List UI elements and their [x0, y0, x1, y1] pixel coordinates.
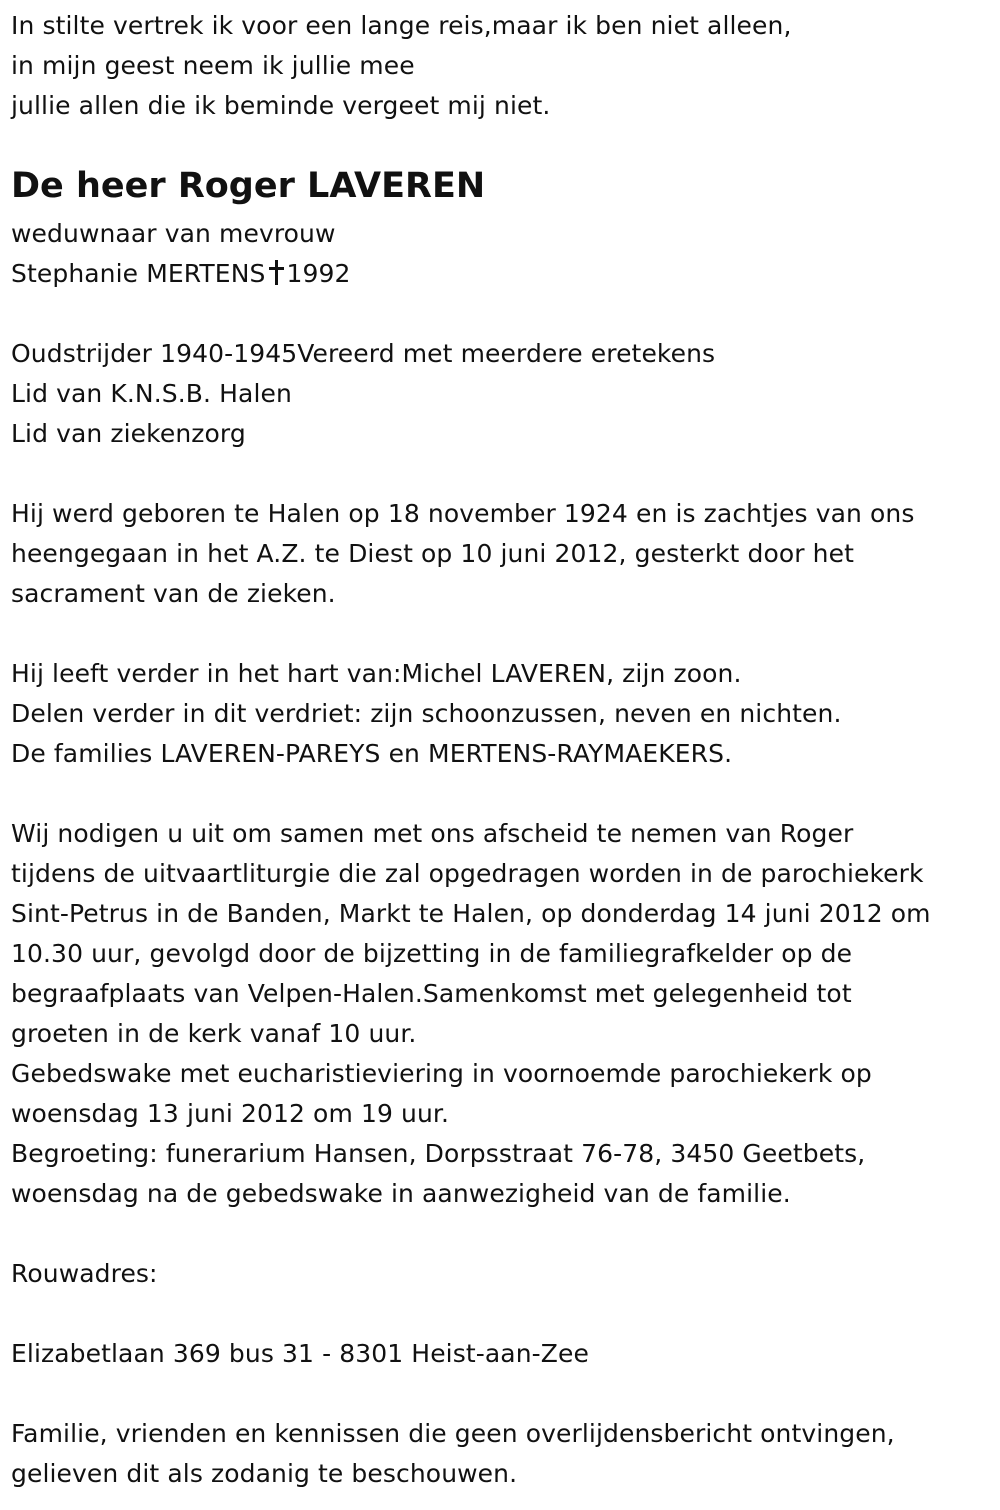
- funeral-line-9: Begroeting: funerarium Hansen, Dorpsstraat 76-78, 3450 Geetbets,: [11, 1139, 866, 1168]
- birth-death-line-2: heengegaan in het A.Z. te Diest op 10 juni 2012, gesterkt door het: [11, 539, 855, 568]
- spouse-name-line: [11, 254, 351, 294]
- funeral-line-3: Sint-Petrus in de Banden, Markt te Halen, op donderdag 14 juni 2012 om: [11, 899, 931, 928]
- membership-line-1: Oudstrijder 1940-1945Vereerd met meerdere eretekens: [11, 339, 716, 368]
- deceased-name-heading: De heer Roger LAVEREN: [11, 166, 486, 206]
- cross-icon: [269, 260, 283, 285]
- funeral-line-6: groeten in de kerk vanaf 10 uur.: [11, 1019, 417, 1048]
- closing-line-2: gelieven dit als zodanig te beschouwen.: [11, 1459, 518, 1488]
- poem-line-2: in mijn geest neem ik jullie mee: [11, 51, 415, 80]
- survivors-line-2: Delen verder in dit verdriet: zijn schoonzussen, neven en nichten.: [11, 699, 842, 728]
- funeral-line-8: woensdag 13 juni 2012 om 19 uur.: [11, 1099, 450, 1128]
- funeral-line-10: woensdag na de gebedswake in aanwezigheid van de familie.: [11, 1179, 791, 1208]
- funeral-line-1: Wij nodigen u uit om samen met ons afscheid te nemen van Roger: [11, 819, 854, 848]
- membership-line-3: Lid van ziekenzorg: [11, 419, 246, 448]
- survivors-line-3: De families LAVEREN-PAREYS en MERTENS-RAYMAEKERS.: [11, 739, 733, 768]
- poem-line-1: In stilte vertrek ik voor een lange reis,maar ik ben niet alleen,: [11, 11, 792, 40]
- spouse-line: weduwnaar van mevrouw: [11, 219, 336, 248]
- survivors-line-1: Hij leeft verder in het hart van:Michel LAVEREN, zijn zoon.: [11, 659, 742, 688]
- funeral-line-5: begraafplaats van Velpen-Halen.Samenkomst met gelegenheid tot: [11, 979, 852, 1008]
- address-value: Elizabetlaan 369 bus 31 - 8301 Heist-aan-Zee: [11, 1339, 589, 1368]
- spouse-name: Stephanie MERTENS: [11, 259, 266, 288]
- funeral-line-2: tijdens de uitvaartliturgie die zal opgedragen worden in de parochiekerk: [11, 859, 924, 888]
- birth-death-line-1: Hij werd geboren te Halen op 18 november 1924 en is zachtjes van ons: [11, 499, 915, 528]
- birth-death-line-3: sacrament van de zieken.: [11, 579, 336, 608]
- poem-line-3: jullie allen die ik beminde vergeet mij niet.: [11, 91, 551, 120]
- funeral-line-4: 10.30 uur, gevolgd door de bijzetting in de familiegrafkelder op de: [11, 939, 853, 968]
- closing-line-1: Familie, vrienden en kennissen die geen overlijdensbericht ontvingen,: [11, 1419, 895, 1448]
- membership-line-2: Lid van K.N.S.B. Halen: [11, 379, 292, 408]
- address-label: Rouwadres:: [11, 1259, 158, 1288]
- funeral-line-7: Gebedswake met eucharistieviering in voornoemde parochiekerk op: [11, 1059, 872, 1088]
- spouse-death-year: 1992: [286, 259, 351, 288]
